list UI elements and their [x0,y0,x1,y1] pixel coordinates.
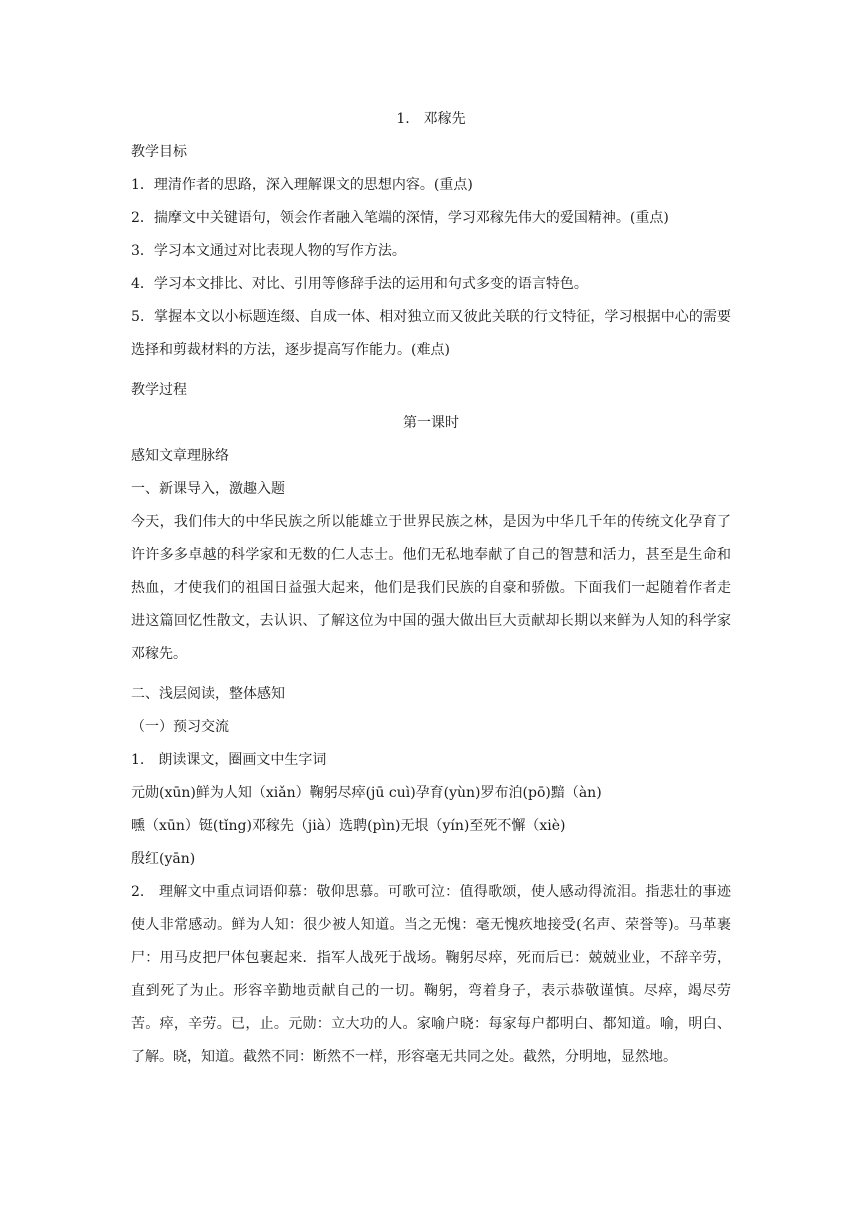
objective-item: 1．理清作者的思路，深入理解课文的思想内容。(重点) [131,177,473,193]
objective-item: 4．学习本文排比、对比、引用等修辞手法的运用和句式多变的语言特色。 [131,276,588,292]
objective-item: 2．揣摩文中关键语句，领会作者融入笔端的深情，学习邓稼先伟大的爱国精神。(重点) [131,210,669,226]
document-page [131,109,731,1087]
objective-item: 5．掌握本文以小标题连缀、自成一体、相对独立而又彼此关联的行文特征，学习根据中心的需要选择和剪裁材料的方法，逐步提高写作能力。(难点) [131,309,731,358]
objectives-heading: 教学目标 [131,144,187,160]
intro-paragraph: 今天，我们伟大的中华民族之所以能雄立于世界民族之林，是因为中华几千年的传统文化孕育了许许多多卓越的科学家和无数的仁人志士。他们无私地奉献了自己的智慧和活力，甚至是生命和热血，才使我们的祖国日益强大起来，他们是我们民族的自豪和骄傲。下面我们一起随着作者走进这篇回忆性散文，去认识、了解这位为中国的强大做出巨大贡献却长期以来鲜为人知的科学家邓稼先。 [131,514,731,662]
vocab-line: 元勋(xūn)鲜为人知（xiǎn）鞠躬尽瘁(jū cuì)孕育(yùn)罗布泊(pō)黯（àn) [131,785,602,801]
objective-item: 3．学习本文通过对比表现人物的写作方法。 [131,243,406,259]
part1-heading: 一、新课导入，激趣入题 [131,481,285,497]
vocab-line: 曛（xūn）铤(tǐng)邓稼先（jià）选聘(pìn)无垠（yín)至死不懈（xiè) [131,818,566,834]
document-title: 1. 邓稼先 [396,111,466,127]
lesson-heading: 第一课时 [403,415,459,431]
sub1-heading: （一）预习交流 [131,719,229,735]
process-heading: 教学过程 [131,382,187,398]
vocabulary-definitions-paragraph: 2. 理解文中重点词语仰慕：敬仰思慕。可歌可泣：值得歌颂，使人感动得流泪。指悲壮的事迹使人非常感动。鲜为人知：很少被人知道。当之无愧：毫无愧疚地接受(名声、荣誉等)。马革裹尸：用马皮把尸体包裹起来．指军人战死于战场。鞠躬尽瘁，死而后已：兢兢业业，不辞辛劳，直到死了为止。形容辛勤地贡献自己的一切。鞠躬，弯着身子，表示恭敬谨慎。尽瘁，竭尽劳苦。瘁，辛劳。已，止。元勋：立大功的人。家喻户晓：每家每户都明白、都知道。喻，明白、了解。晓，知道。截然不同：断然不一样，形容毫无共同之处。截然，分明地，显然地。 [131,884,731,1065]
item1-heading: 1. 朗读课文，圈画文中生字词 [131,752,327,768]
vocab-line: 殷红(yān) [131,851,196,867]
part2-heading: 二、浅层阅读，整体感知 [131,686,285,702]
section-heading: 感知文章理脉络 [131,448,229,464]
